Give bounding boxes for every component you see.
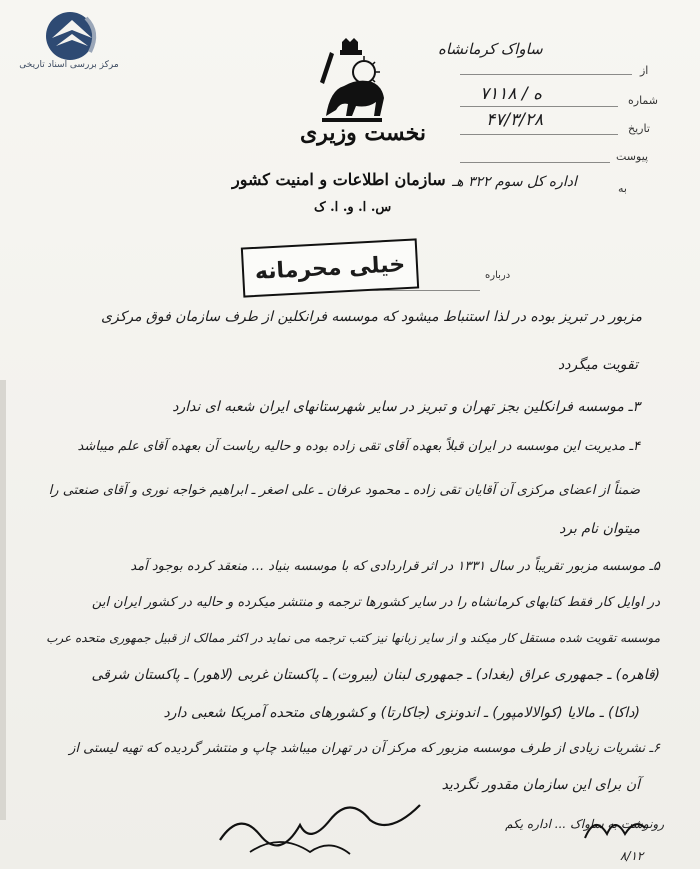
from-value: ساواک کرمانشاه <box>438 40 543 58</box>
classification-stamp <box>241 238 419 297</box>
body-line: ۳ـ موسسه فرانکلین بجز تهران و تبریز در سایر شهرستانهای ایران شعبه ای ندارد <box>172 399 640 415</box>
body-line: ضمناً از اعضای مرکزی آن آقایان تقی زاده ـ محمود عرفان ـ علی اصغر ـ ابراهیم خواجه نوری و آقای صنعتی را <box>48 483 640 498</box>
date-label: تاریخ <box>628 122 650 135</box>
number-underline <box>460 106 618 107</box>
organization-name: سازمان اطلاعات و امنیت کشور <box>232 170 446 189</box>
initials-signature-icon <box>580 808 650 848</box>
archive-logo-caption: مرکز بررسی اسناد تاریخی <box>19 60 119 70</box>
body-line: ۶ـ نشریات زیادی از طرف موسسه مزبور که مرکز آن در تهران میباشد چاپ و منتشر گردیده که تهیه لیستی از <box>69 741 660 756</box>
lion-and-sun-emblem-icon <box>312 38 390 124</box>
edge-shadow <box>0 380 20 820</box>
from-label: از <box>640 64 649 77</box>
number-value: ۷۱۱۸ / ه <box>480 84 542 104</box>
archive-logo-icon <box>38 8 108 64</box>
to-value: اداره کل سوم ۳۲۲ هـ <box>452 174 577 190</box>
body-line: میتوان نام برد <box>559 521 640 537</box>
body-line: موسسه تقویت شده مستقل کار میکند و از سایر زبانها نیز کتب ترجمه می نماید در اکثر ممالک از قبیل جمهوری متحده عرب <box>46 631 660 645</box>
attachment-underline <box>460 162 610 163</box>
body-line: (قاهره) ـ جمهوری عراق (بغداد) ـ جمهوری لبنان (بیروت) ـ پاکستان غربی (لاهور) ـ پاکستان شرقی <box>91 667 660 683</box>
body-line: تقویت میگردد <box>558 357 638 373</box>
organization-code: س. ا. و. ا. ک <box>314 200 392 215</box>
handwritten-signature-icon <box>210 800 440 860</box>
number-label: شماره <box>628 94 659 107</box>
body-line: در اوایل کار فقط کتابهای کرمانشاه را در سایر کشورها ترجمه و منتشر میکرده و حالیه در کشور ایران این <box>91 595 660 610</box>
body-line: مزبور در تبریز بوده در لذا استنباط میشود که موسسه فرانکلین از طرف سازمان فوق مرکزی <box>101 309 642 325</box>
from-underline <box>460 74 632 75</box>
to-label: به <box>618 182 627 195</box>
body-line: ۵ـ موسسه مزبور تقریباً در سال ۱۳۳۱ در اثر قراردادی که با موسسه بنیاد ... منعقد کرده بوجود آمد <box>130 559 660 574</box>
signature-line: رونوشت به ساواک ... اداره یکم <box>505 817 664 831</box>
date-value: ۴۷/۳/۲۸ <box>486 110 544 130</box>
corner-number: ۸/۱۲ <box>620 849 644 863</box>
letterhead-title: نخست وزیری <box>300 120 426 146</box>
classification-stamp-text: خیلی محرمانه <box>254 251 406 285</box>
body-line: ۴ـ مدیریت این موسسه در ایران قبلاً بعهده آقای تقی زاده بوده و حالیه ریاست آن بعهده آقای علم میباشد <box>77 439 640 454</box>
subject-label: درباره <box>485 270 511 281</box>
attachment-label: پیوست <box>616 150 649 163</box>
body-line: (داکا) ـ مالایا (کوالالامپور) ـ اندونزی (جاکارتا) و کشورهای متحده آمریکا شعبی دارد <box>163 705 640 721</box>
body-line: آن برای این سازمان مقدور نگردید <box>441 777 640 793</box>
date-underline <box>460 134 618 135</box>
